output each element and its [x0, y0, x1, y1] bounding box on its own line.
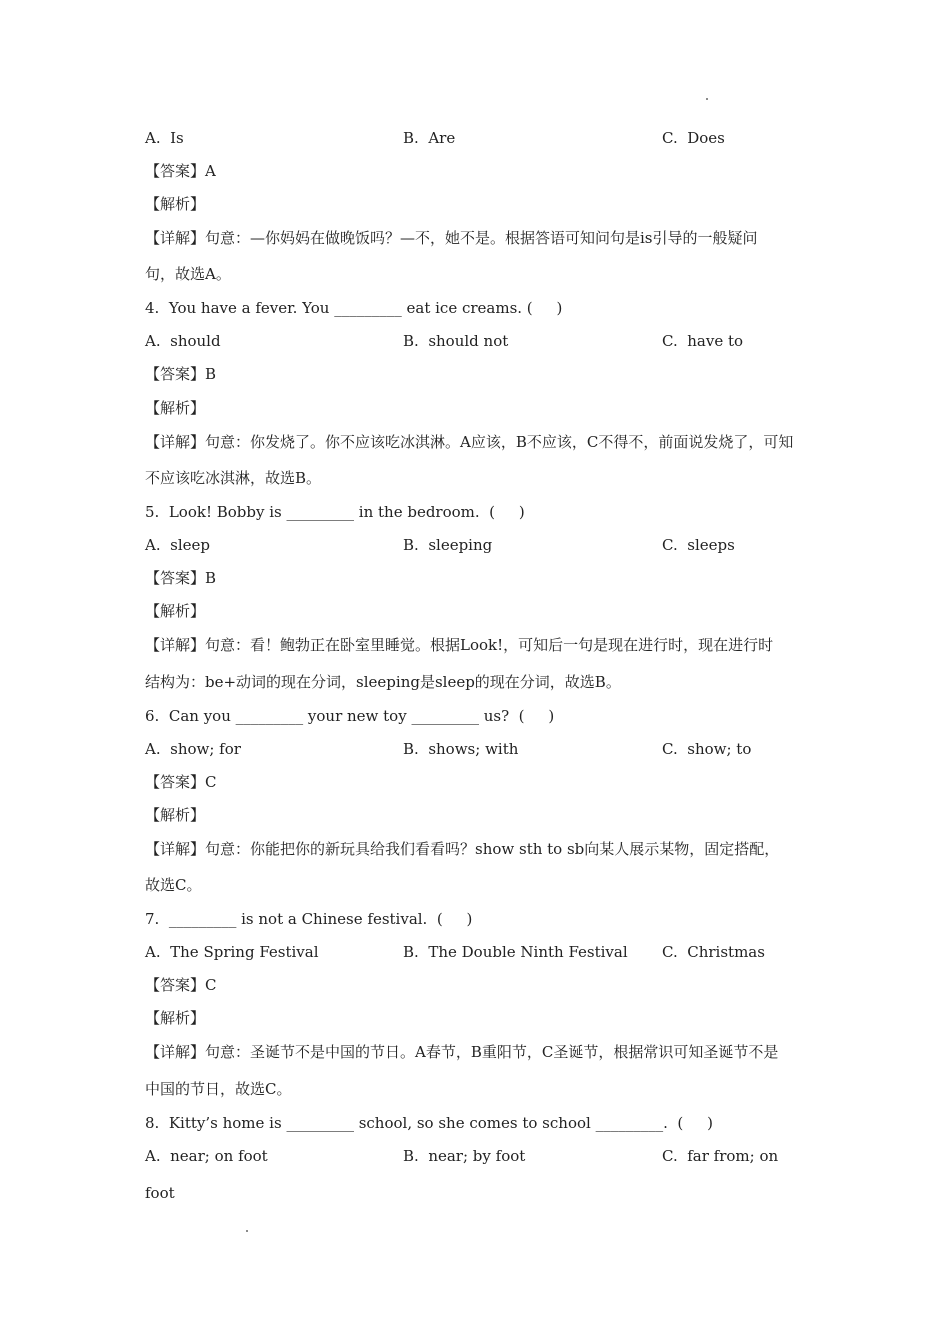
q3-answer: 【答案】A — [145, 162, 216, 180]
q3-option-a: A. Is — [145, 129, 184, 147]
q4-stem: 4. You have a fever. You _________ eat ice creams. ( ) — [145, 299, 563, 317]
q5-answer: 【答案】B — [145, 569, 217, 587]
q3-option-c: C. Does — [662, 129, 725, 147]
q3-option-b: B. Are — [403, 129, 456, 147]
q8-option-c: C. far from; on — [662, 1147, 779, 1165]
q6-option-c: C. show; to — [662, 740, 752, 758]
q4-detail-1: 【详解】句意：你发烧了。你不应该吃冰淇淋。A应该，B不应该，C不得不，前面说发烧了，可知 — [145, 433, 794, 451]
q5-stem: 5. Look! Bobby is _________ in the bedroom. ( ) — [145, 503, 525, 521]
q4-answer: 【答案】B — [145, 365, 217, 383]
q4-option-a: A. should — [145, 332, 221, 350]
page-mark-bottom — [246, 1230, 248, 1232]
q5-analysis: 【解析】 — [145, 602, 206, 620]
q6-option-a: A. show; for — [145, 740, 241, 758]
q7-analysis: 【解析】 — [145, 1009, 206, 1027]
q5-option-c: C. sleeps — [662, 536, 735, 554]
q4-option-c: C. have to — [662, 332, 744, 350]
q3-detail-1: 【详解】句意：—你妈妈在做晚饭吗？—不，她不是。根据答语可知问句是is引导的一般疑问 — [145, 229, 758, 247]
q3-analysis: 【解析】 — [145, 195, 206, 213]
q8-stem: 8. Kitty’s home is _________ school, so she comes to school _________. ( ) — [145, 1114, 713, 1132]
q8-option-c-continued: foot — [145, 1184, 175, 1202]
q5-detail-2: 结构为：be+动词的现在分词，sleeping是sleep的现在分词，故选B。 — [145, 673, 621, 691]
q6-analysis: 【解析】 — [145, 806, 206, 824]
q4-option-b: B. should not — [403, 332, 509, 350]
q6-option-b: B. shows; with — [403, 740, 519, 758]
q6-answer: 【答案】C — [145, 773, 217, 791]
q5-detail-1: 【详解】句意：看！鲍勃正在卧室里睡觉。根据Look!，可知后一句是现在进行时，现在进行时 — [145, 636, 774, 654]
q8-option-a: A. near; on foot — [145, 1147, 268, 1165]
q7-detail-2: 中国的节日，故选C。 — [145, 1080, 292, 1098]
q8-option-b: B. near; by foot — [403, 1147, 526, 1165]
q7-option-b: B. The Double Ninth Festival — [403, 943, 628, 961]
q5-option-b: B. sleeping — [403, 536, 493, 554]
q4-analysis: 【解析】 — [145, 399, 206, 417]
q7-option-c: C. Christmas — [662, 943, 765, 961]
q6-stem: 6. Can you _________ your new toy _________ us? ( ) — [145, 707, 555, 725]
q4-detail-2: 不应该吃冰淇淋，故选B。 — [145, 469, 322, 487]
q6-detail-2: 故选C。 — [145, 876, 202, 894]
q5-option-a: A. sleep — [145, 536, 210, 554]
q7-detail-1: 【详解】句意：圣诞节不是中国的节日。A春节，B重阳节，C圣诞节，根据常识可知圣诞节不是 — [145, 1043, 779, 1061]
q3-detail-2: 句，故选A。 — [145, 265, 231, 283]
q6-detail-1: 【详解】句意：你能把你的新玩具给我们看看吗？show sth to sb向某人展示某物，固定搭配， — [145, 840, 780, 858]
q7-option-a: A. The Spring Festival — [145, 943, 319, 961]
q7-stem: 7. _________ is not a Chinese festival. ( ) — [145, 910, 473, 928]
q7-answer: 【答案】C — [145, 976, 217, 994]
page-mark-top — [706, 98, 708, 100]
